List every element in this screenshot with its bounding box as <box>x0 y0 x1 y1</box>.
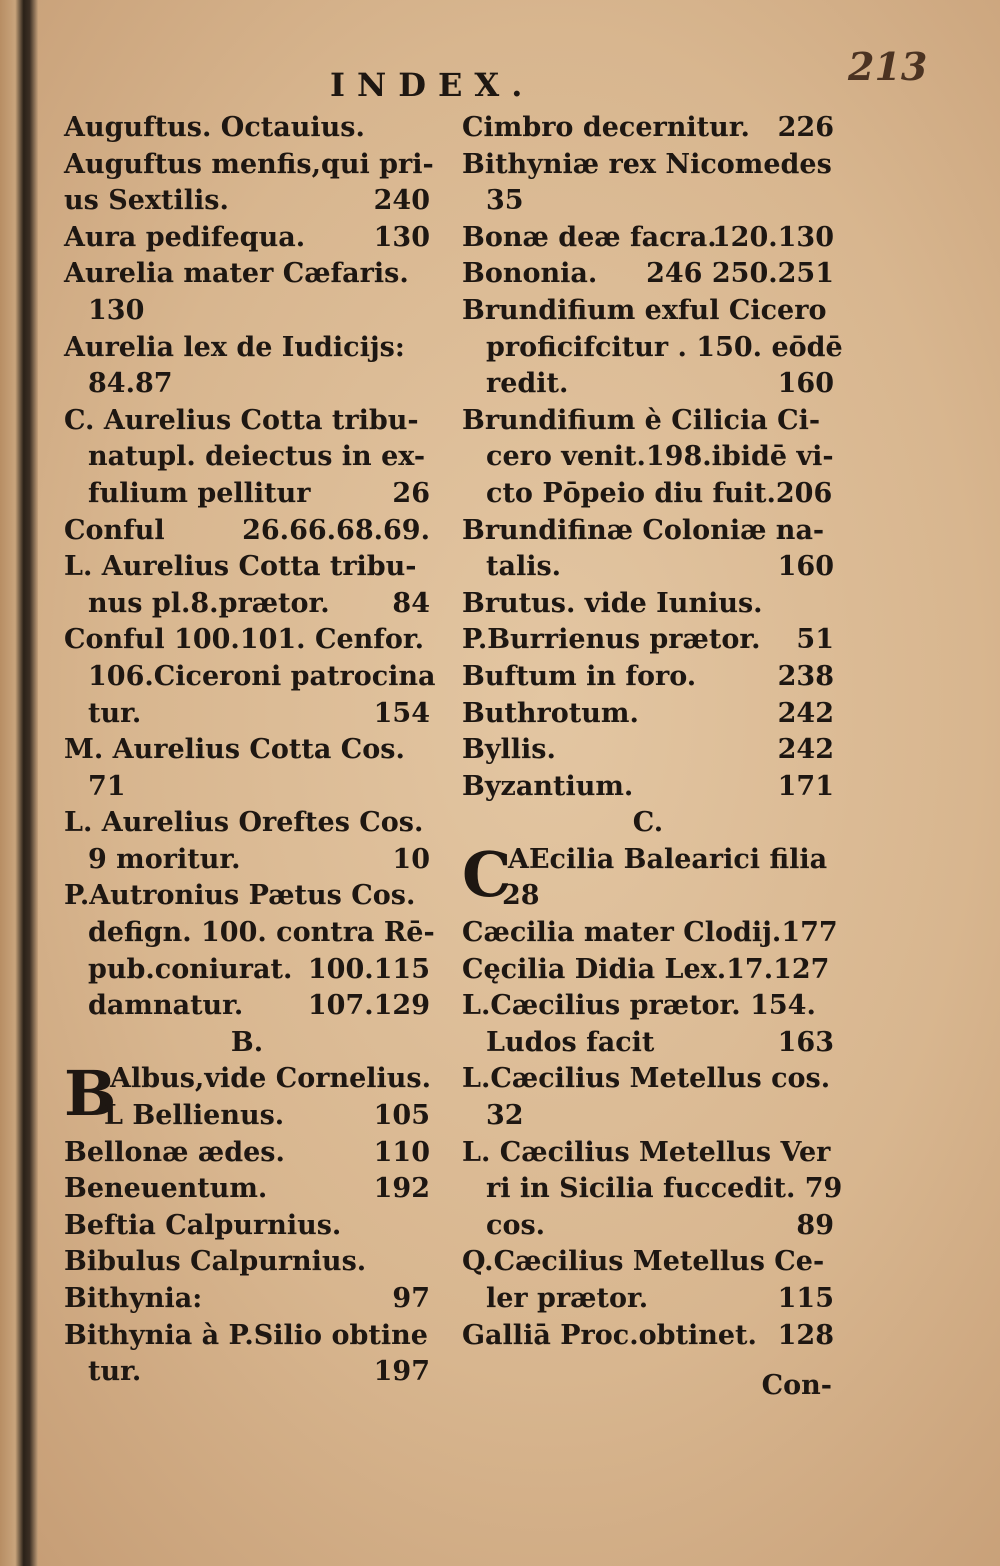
entry-text: Auguftus. Octauius. <box>64 112 365 143</box>
index-entry <box>462 549 834 586</box>
entry-text: Albus,vide Cornelius. <box>110 1063 431 1095</box>
entry-text: L Bellienus. <box>104 1100 285 1132</box>
entry-text: Ludos facit <box>486 1026 655 1058</box>
index-entry <box>64 403 430 440</box>
entry-text: AEcilia Balearici filia <box>508 843 828 875</box>
entry-text: cos. <box>486 1209 546 1241</box>
index-entry <box>462 1208 834 1245</box>
index-entry <box>462 586 834 623</box>
entry-page-ref: 84 <box>392 587 430 619</box>
entry-page-ref: 242 <box>777 734 834 766</box>
index-entry <box>64 952 430 989</box>
page-number: 213 <box>848 44 928 89</box>
index-entry <box>64 805 430 842</box>
section-heading <box>64 1025 430 1062</box>
entry-text: 32 <box>486 1100 524 1132</box>
entry-text: Bithynia: <box>64 1283 203 1314</box>
entry-page-ref: 240 <box>373 185 430 217</box>
index-entry <box>64 220 430 257</box>
entry-text: 35 <box>486 185 524 217</box>
entry-text: 106.Ciceroni patrocina <box>88 660 436 692</box>
index-entry <box>462 110 834 147</box>
entry-page-ref: 51 <box>796 624 834 656</box>
entry-page-ref: 105 <box>373 1100 430 1132</box>
index-entry <box>64 1098 430 1135</box>
index-entry <box>462 988 834 1025</box>
entry-text: L.Cæcilius prætor. 154. <box>462 990 816 1022</box>
index-entry <box>64 549 430 586</box>
index-entry <box>462 476 834 513</box>
entry-text: Brundifinæ Coloniæ na- <box>462 514 825 546</box>
entry-text: 84.87 <box>88 368 173 400</box>
entry-text: M. Aurelius Cotta Cos. <box>64 734 405 766</box>
section-heading <box>462 805 834 842</box>
entry-text: redit. <box>486 368 569 400</box>
entry-text: Byzantium. <box>462 770 634 802</box>
entry-text: L. Aurelius Cotta tribu- <box>64 551 417 583</box>
entry-page-ref: 246 250.251 <box>646 258 834 290</box>
entry-text: Auguftus menfis,qui pri- <box>64 148 434 180</box>
entry-text: C. <box>632 807 664 839</box>
entry-text: Bononia. <box>462 258 598 290</box>
entry-page-ref: 160 <box>777 368 834 400</box>
index-entry <box>462 1318 834 1355</box>
index-entry <box>462 915 838 952</box>
entry-page-ref: 197 <box>373 1356 430 1388</box>
index-entry <box>462 769 834 806</box>
entry-text: 9 moritur. <box>88 843 241 875</box>
index-entry <box>64 696 430 733</box>
entry-page-ref: 130 <box>373 221 430 253</box>
entry-text: tur. <box>88 697 142 729</box>
index-entry <box>462 147 834 184</box>
entry-page-ref: 128 <box>777 1319 834 1351</box>
index-entry <box>462 622 834 659</box>
entry-text: fulium pellitur <box>88 477 311 509</box>
index-entry <box>64 110 430 147</box>
index-entry <box>462 220 834 257</box>
entry-text: Conful 100.101. Cenfor. <box>64 624 425 656</box>
index-entry <box>64 1318 430 1355</box>
entry-text: L. Cæcilius Metellus Ver <box>462 1136 831 1168</box>
entry-text: tur. <box>88 1356 142 1388</box>
index-entry <box>462 366 834 403</box>
entry-text: Cæcilia mater Clodij.177 <box>462 917 838 949</box>
index-entry <box>462 293 834 330</box>
index-entry <box>64 1354 430 1391</box>
entry-text: proficifcitur . 150. eōdē <box>486 331 843 363</box>
index-entry <box>64 1135 430 1172</box>
index-entry <box>462 183 834 220</box>
entry-text: L. Aurelius Oreftes Cos. <box>64 807 424 839</box>
index-entry <box>64 842 430 879</box>
index-entry <box>462 513 834 550</box>
entry-text: Byllis. <box>462 734 556 766</box>
entry-page-ref: 120.130 <box>711 221 834 253</box>
index-entry <box>64 1208 430 1245</box>
index-entry <box>462 330 843 367</box>
entry-page-ref: 26 <box>392 477 430 509</box>
entry-page-ref: 154 <box>373 697 430 729</box>
index-entry <box>64 915 435 952</box>
entry-text: Bithynia à P.Silio obtine <box>64 1319 428 1351</box>
index-entry <box>64 878 430 915</box>
index-entry <box>462 732 834 769</box>
entry-text: Brundifium è Cilicia Ci- <box>462 404 821 436</box>
entry-text: Bellonæ ædes. <box>64 1136 285 1168</box>
index-entry <box>64 476 430 513</box>
entry-text: Brutus. vide Iunius. <box>462 587 763 619</box>
index-entry <box>64 1171 430 1208</box>
entry-text: P.Autronius Pætus Cos. <box>64 880 416 912</box>
index-entry <box>64 513 430 550</box>
entry-page-ref: 238 <box>777 660 834 692</box>
entry-text: nus pl.8.prætor. <box>88 587 330 619</box>
index-entry <box>64 147 434 184</box>
entry-text: Bonæ deæ facra. <box>462 221 717 253</box>
entry-text: P.Burrienus prætor. <box>462 624 761 656</box>
entry-page-ref: 115 <box>777 1283 834 1314</box>
index-entry <box>462 403 834 440</box>
index-entry <box>462 1025 834 1062</box>
entry-page-ref: 171 <box>777 770 834 802</box>
entry-page-ref: 110 <box>373 1136 430 1168</box>
entry-text: Aura pedifequa. <box>64 221 306 253</box>
index-column-left <box>64 110 436 1391</box>
entry-text: talis. <box>486 551 562 583</box>
entry-page-ref: 242 <box>777 697 834 729</box>
entry-text: Bithyniæ rex Nicomedes <box>462 148 832 180</box>
index-entry <box>64 330 430 367</box>
entry-text: B. <box>230 1026 264 1058</box>
index-entry <box>462 256 834 293</box>
index-column-right <box>462 110 843 1354</box>
index-entry <box>64 769 430 806</box>
index-entry <box>64 1281 430 1318</box>
entry-text: Cimbro decernitur. <box>462 112 750 143</box>
index-entry <box>64 366 430 403</box>
entry-text: ri in Sicilia fuccedit. 79 <box>486 1173 843 1205</box>
entry-text: Buthrotum. <box>462 697 639 729</box>
index-entry <box>64 732 430 769</box>
catchword: Con- <box>761 1370 832 1401</box>
entry-text: cto Pōpeio diu fuit.206 <box>486 477 833 509</box>
entry-text: Buftum in foro. <box>462 660 697 692</box>
entry-page-ref: 107.129 <box>307 990 430 1022</box>
entry-text: pub.coniurat. <box>88 953 293 985</box>
entry-text: Aurelia lex de Iudicijs: <box>64 331 405 363</box>
entry-page-ref: 97 <box>392 1283 430 1314</box>
entry-page-ref: 10 <box>392 843 430 875</box>
entry-page-ref: 226 <box>777 112 834 143</box>
index-entry <box>462 1171 843 1208</box>
drop-cap: C <box>462 837 512 911</box>
index-entry <box>64 183 430 220</box>
entry-text: Galliā Proc.obtinet. <box>462 1319 757 1351</box>
entry-text: 130 <box>88 294 145 326</box>
index-entry <box>64 293 430 330</box>
index-entry <box>64 256 430 293</box>
index-entry <box>64 1244 430 1281</box>
index-entry <box>462 1098 834 1135</box>
entry-page-ref: 100.115 <box>307 953 430 985</box>
entry-text: Aurelia mater Cæfaris. <box>64 258 409 290</box>
entry-text: Conful <box>64 514 165 546</box>
entry-page-ref: 89 <box>796 1209 834 1241</box>
index-entry <box>462 1135 834 1172</box>
entry-page-ref: 192 <box>373 1173 430 1205</box>
entry-text: 28 <box>502 880 540 912</box>
index-entry <box>462 1281 834 1318</box>
index-entry <box>462 659 834 696</box>
index-entry <box>462 1061 834 1098</box>
entry-page-ref: 26.66.68.69. <box>242 514 430 546</box>
entry-text: cero venit.198.ibidē vi- <box>486 441 834 473</box>
index-entry <box>64 659 436 696</box>
index-entry <box>462 952 834 989</box>
running-header: INDEX. <box>330 66 535 104</box>
index-entry <box>462 696 834 733</box>
entry-text: Beneuentum. <box>64 1173 268 1205</box>
drop-cap: B <box>64 1057 117 1131</box>
index-entry <box>462 878 834 915</box>
index-entry <box>462 1244 834 1281</box>
entry-text: natupl. deiectus in ex- <box>88 441 426 473</box>
book-gutter <box>0 0 38 1566</box>
entry-page-ref: 160 <box>777 551 834 583</box>
entry-text: Q.Cæcilius Metellus Ce- <box>462 1246 825 1278</box>
entry-text: defign. 100. contra Rē- <box>88 917 435 949</box>
entry-text: 71 <box>88 770 126 802</box>
entry-text: us Sextilis. <box>64 185 229 217</box>
index-entry <box>64 439 430 476</box>
index-entry <box>64 586 430 623</box>
entry-text: ler prætor. <box>486 1283 649 1314</box>
entry-text: Brundifium exful Cicero <box>462 294 827 326</box>
index-entry <box>64 988 430 1025</box>
entry-text: damnatur. <box>88 990 244 1022</box>
index-entry <box>64 622 430 659</box>
entry-text: L.Cæcilius Metellus cos. <box>462 1063 831 1095</box>
entry-text: Bibulus Calpurnius. <box>64 1246 367 1278</box>
entry-text: Cęcilia Didia Lex.17.127 <box>462 953 830 985</box>
entry-page-ref: 163 <box>777 1026 834 1058</box>
index-entry <box>462 439 834 476</box>
entry-text: Beftia Calpurnius. <box>64 1209 342 1241</box>
entry-text: C. Aurelius Cotta tribu- <box>64 404 419 436</box>
